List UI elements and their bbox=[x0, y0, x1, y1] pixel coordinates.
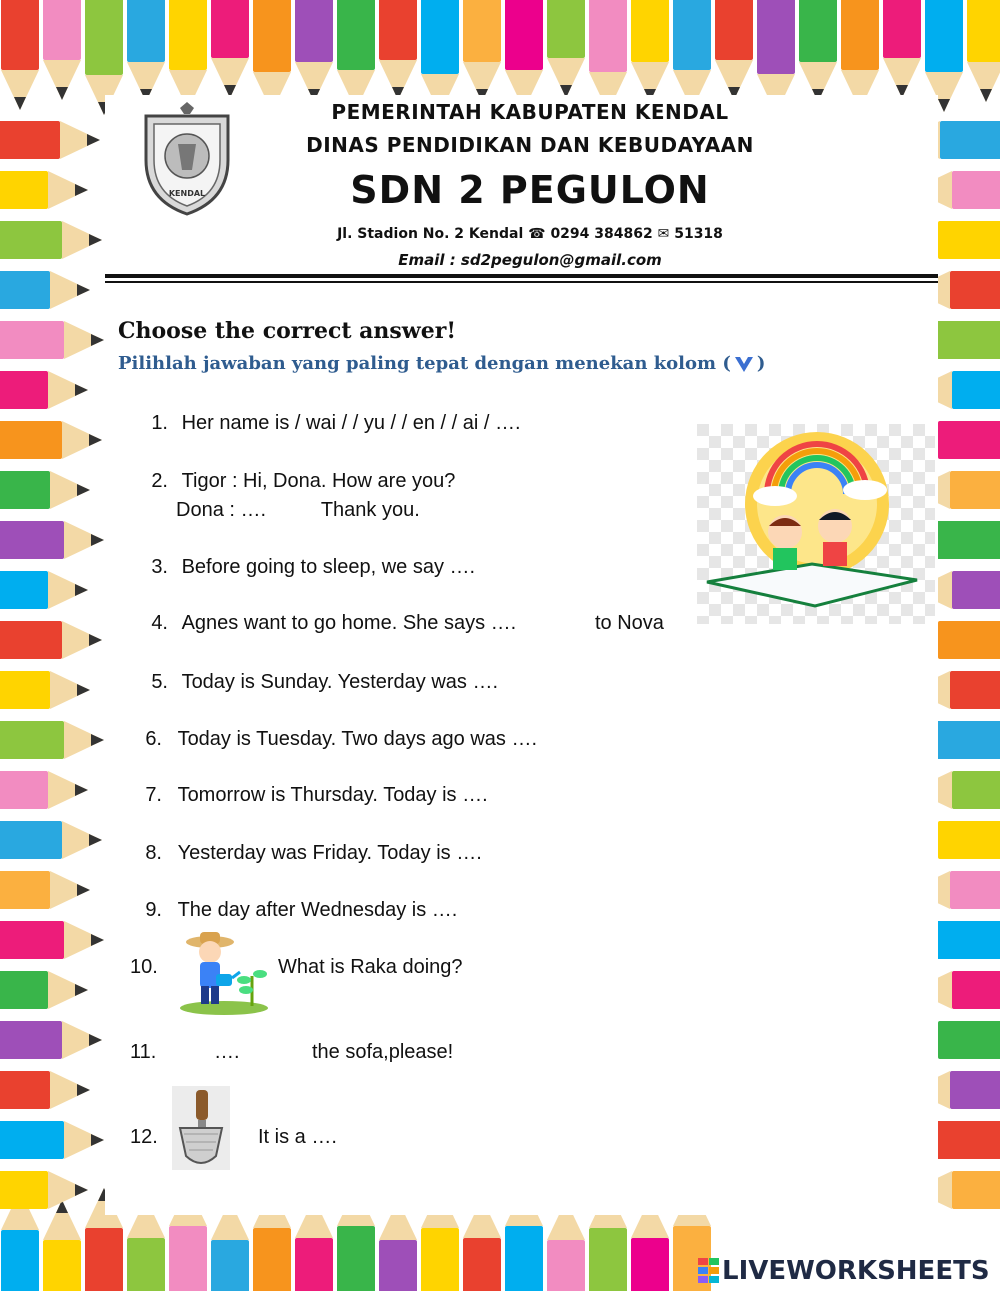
kids-reading-rainbow-image bbox=[697, 424, 935, 624]
trowel-image bbox=[172, 1086, 230, 1170]
question-11-number: 11. bbox=[130, 1041, 157, 1063]
question-11-text: the sofa,please! bbox=[312, 1041, 454, 1063]
question-6: 6. Today is Tuesday. Two days ago was …. bbox=[145, 728, 538, 750]
header-government: PEMERINTAH KABUPATEN KENDAL bbox=[331, 100, 729, 124]
question-2: 2. Tigor : Hi, Dona. How are you? bbox=[151, 470, 456, 492]
question-2-line2: Dona : …. Thank you. bbox=[176, 499, 420, 521]
question-4-tail: to Nova bbox=[595, 612, 664, 634]
checkmark-icon bbox=[733, 352, 755, 374]
instruction-subtitle-pre: Pilihlah jawaban yang paling tepat dengan menekan kolom ( bbox=[118, 352, 731, 374]
school-name: SDN 2 PEGULON bbox=[350, 168, 710, 212]
question-9: 9. The day after Wednesday is …. bbox=[145, 899, 458, 921]
liveworksheets-cube-icon bbox=[698, 1258, 720, 1284]
question-1: 1. Her name is / wai / / yu / / en / / ai / …. bbox=[151, 412, 521, 434]
header-department: DINAS PENDIDIKAN DAN KEBUDAYAAN bbox=[306, 133, 754, 157]
question-12-number: 12. bbox=[130, 1126, 158, 1148]
question-10-text: What is Raka doing? bbox=[278, 956, 463, 978]
question-3: 3. Before going to sleep, we say …. bbox=[151, 556, 476, 578]
question-11-blank: …. bbox=[214, 1041, 240, 1063]
question-12-text: It is a …. bbox=[258, 1126, 337, 1148]
header-rule-thick bbox=[105, 274, 938, 278]
logo-caption: KENDAL bbox=[168, 189, 206, 198]
boy-watering-plant-image bbox=[180, 928, 268, 1016]
instruction-title: Choose the correct answer! bbox=[118, 318, 456, 344]
kendal-seal-logo bbox=[138, 100, 236, 218]
question-5: 5. Today is Sunday. Yesterday was …. bbox=[151, 671, 499, 693]
question-10-number: 10. bbox=[130, 956, 158, 978]
question-4: 4. Agnes want to go home. She says …. bbox=[151, 612, 517, 634]
school-email: Email : sd2pegulon@gmail.com bbox=[398, 251, 662, 269]
header-rule-thin bbox=[105, 281, 938, 283]
liveworksheets-logo bbox=[698, 1256, 990, 1286]
instruction-subtitle-post: ) bbox=[756, 352, 766, 374]
question-8: 8. Yesterday was Friday. Today is …. bbox=[145, 842, 482, 864]
instruction-subtitle bbox=[118, 352, 765, 374]
school-address: Jl. Stadion No. 2 Kendal ☎ 0294 384862 ✉ 51318 bbox=[337, 226, 723, 242]
brand-text: LIVEWORKSHEETS bbox=[722, 1256, 990, 1286]
question-7: 7. Tomorrow is Thursday. Today is …. bbox=[145, 784, 488, 806]
